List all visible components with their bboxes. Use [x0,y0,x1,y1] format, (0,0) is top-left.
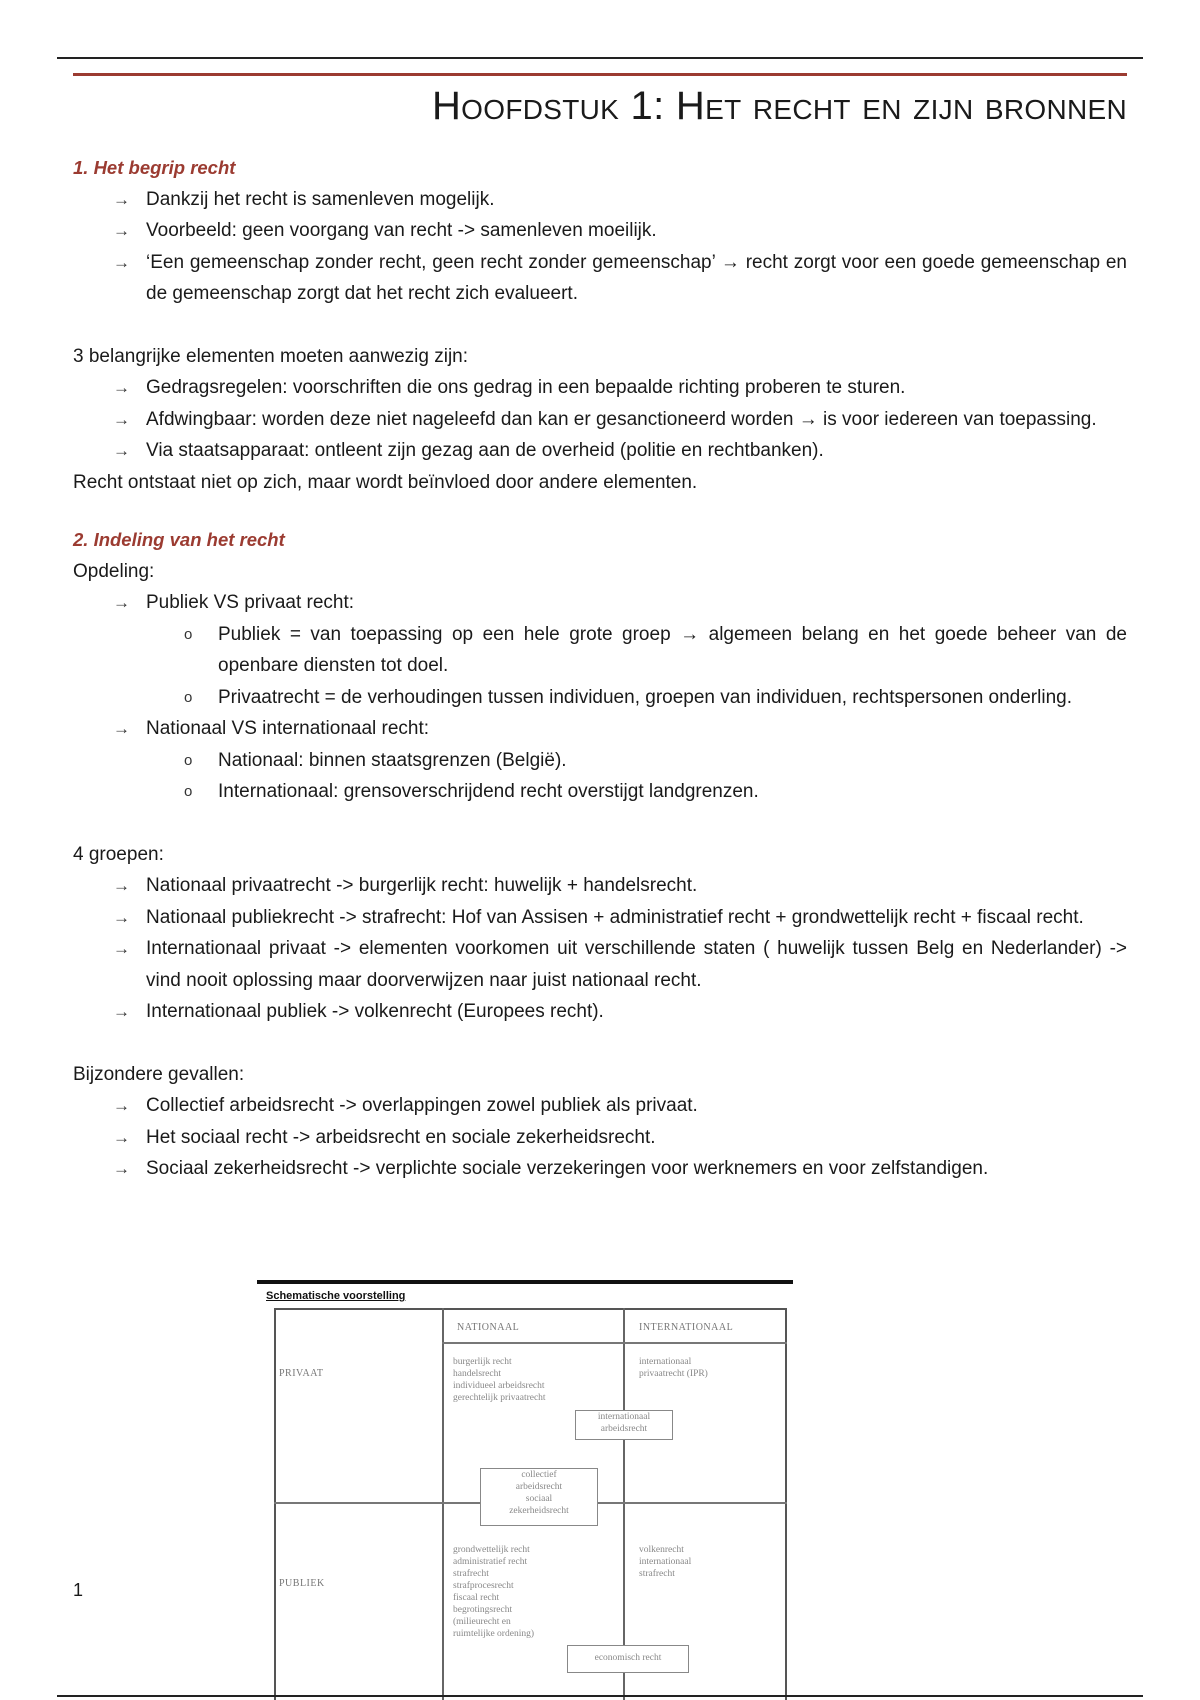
schema-col-nationaal: NATIONAAL [457,1322,520,1333]
schema-header-divider [442,1342,787,1344]
sub-list-item: o Privaatrecht = de verhoudingen tussen individuen, groepen van individuen, rechtspersonen onderling. [73,682,1127,714]
schema-row-privaat: PRIVAAT [279,1368,324,1379]
schema-col-internationaal: INTERNATIONAAL [639,1322,734,1333]
schema-int-publiek: volkenrecht internationaal strafrecht [639,1545,692,1579]
document-body [73,152,1127,1185]
arrow-icon: → [113,221,130,240]
list-item: → Afdwingbaar: worden deze niet nageleefd dan kan er gesanctioneerd worden → is voor iedereen van toepassing. [73,404,1127,436]
schema-int-privaat: internationaal privaatrecht (IPR) [639,1357,708,1379]
publiek-privaat-sublist [146,619,1127,714]
schema-caption: Schematische voorstelling [266,1290,406,1302]
list-item: → Via staatsapparaat: ontleent zijn gezag aan de overheid (politie en rechtbanken). [73,435,1127,467]
schema-row-publiek: PUBLIEK [279,1578,325,1589]
arrow-icon: → [113,1159,130,1178]
sub-list-item: o Nationaal: binnen staatsgrenzen (België). [73,745,1127,777]
bijzondere-list [73,1090,1127,1185]
schema-int-arbeid-box: internationaal arbeidsrecht [575,1410,673,1440]
arrow-icon: → [113,441,130,460]
opdeling-list [73,587,1127,808]
list-item: → Dankzij het recht is samenleven mogelijk. [73,184,1127,216]
circle-bullet-icon: o [184,783,193,800]
list-item: → Internationaal privaat -> elementen voorkomen uit verschillende staten ( huwelijk tussen Belg en Nederlander) -> vind nooit oplossing maar doorverwijzen naar juist nationaal recht. [73,933,1127,996]
arrow-icon: → [113,1127,130,1147]
arrow-icon: → [113,593,130,612]
arrow-icon: → [113,719,130,738]
list-item: → Sociaal zekerheidsrecht -> verplichte sociale verzekeringen voor werknemers en voor zelfstandigen. [73,1153,1127,1185]
arrow-icon: → [113,378,130,397]
schematic-diagram [257,1280,793,1700]
opdeling-label: Opdeling: [73,560,155,582]
schema-col-divider-1 [442,1308,444,1700]
schema-top-bar [257,1280,793,1284]
arrow-icon: → [113,1002,130,1021]
elements-intro: 3 belangrijke elementen moeten aanwezig zijn: [73,345,469,367]
schema-nat-publiek: grondwettelijk recht administratief recht strafrecht strafprocesrecht fiscaal recht begrotingsrecht (milieurecht en ruimtelijke ordening) [453,1545,534,1639]
title-accent-rule [73,73,1127,76]
top-rule [57,57,1143,59]
circle-bullet-icon: o [184,688,193,706]
groepen-list [73,870,1127,1028]
list-item: → ‘Een gemeenschap zonder recht, geen recht zonder gemeenschap’ → recht zorgt voor een goede gemeenschap en de gemeenschap zorgt dat het recht zich evalueert. [73,247,1127,310]
elements-list [73,372,1127,467]
bottom-rule [57,1695,1143,1697]
sub-list-item: o Publiek = van toepassing op een hele grote groep → algemeen belang en het goede beheer van de openbare diensten tot doel. [73,619,1127,682]
arrow-icon: → [113,252,130,272]
arrow-icon: → [113,189,130,209]
list-item: → Het sociaal recht -> arbeidsrecht en sociale zekerheidsrecht. [73,1122,1127,1154]
list-item: → Gedragsregelen: voorschriften die ons gedrag in een bepaalde richting proberen te sturen. [73,372,1127,404]
list-item: → Voorbeeld: geen voorgang van recht -> samenleven moeilijk. [73,215,1127,247]
groepen-intro: 4 groepen: [73,843,164,865]
bijzondere-intro: Bijzondere gevallen: [73,1063,245,1085]
section-heading-2: 2. Indeling van het recht [73,529,285,550]
page-number: 1 [73,1580,84,1600]
list-item: → Collectief arbeidsrecht -> overlappingen zowel publiek als privaat. [73,1090,1127,1122]
list-item: → Nationaal publiekrecht -> strafrecht: Hof van Assisen + administratief recht + grondwettelijk recht + fiscaal recht. [73,902,1127,934]
list-item: → Nationaal privaatrecht -> burgerlijk recht: huwelijk + handelsrecht. [73,870,1127,902]
arrow-icon: → [113,939,130,958]
list-item: → Publiek VS privaat recht: o Publiek = van toepassing op een hele grote groep → algemeen belang en het goede beheer van de openbare diensten tot doel. o Privaatrecht = de verhoudingen tussen individuen, groepen van individuen, rechtspersonen onderling. [73,587,1127,713]
section1-closing: Recht ontstaat niet op zich, maar wordt beïnvloed door andere elementen. [73,471,698,493]
schema-col-divider-2 [623,1308,625,1700]
sub-list-item: o Internationaal: grensoverschrijdend recht overstijgt landgrenzen. [73,776,1127,808]
nationaal-internationaal-sublist [146,745,1127,808]
schema-economisch-box: economisch recht [567,1645,689,1673]
schema-collectief-box: collectief arbeidsrecht sociaal zekerheidsrecht [480,1468,598,1526]
circle-bullet-icon: o [184,751,193,769]
arrow-icon: → [113,907,130,927]
list-item: → Nationaal VS internationaal recht: o Nationaal: binnen staatsgrenzen (België). o Internationaal: grensoverschrijdend recht overstijgt landgrenzen. [73,713,1127,808]
circle-bullet-icon: o [184,625,193,643]
arrow-icon: → [113,1096,130,1115]
section-heading-1: 1. Het begrip recht [73,157,236,178]
arrow-icon: → [113,409,130,429]
arrow-icon: → [113,876,130,895]
section1-bullets [73,184,1127,310]
page-title: Hoofdstuk 1: Het recht en zijn bronnen [431,84,1127,128]
schema-nat-privaat: burgerlijk recht handelsrecht individueel arbeidsrecht gerechtelijk privaatrecht [453,1357,546,1403]
list-item: → Internationaal publiek -> volkenrecht (Europees recht). [73,996,1127,1028]
